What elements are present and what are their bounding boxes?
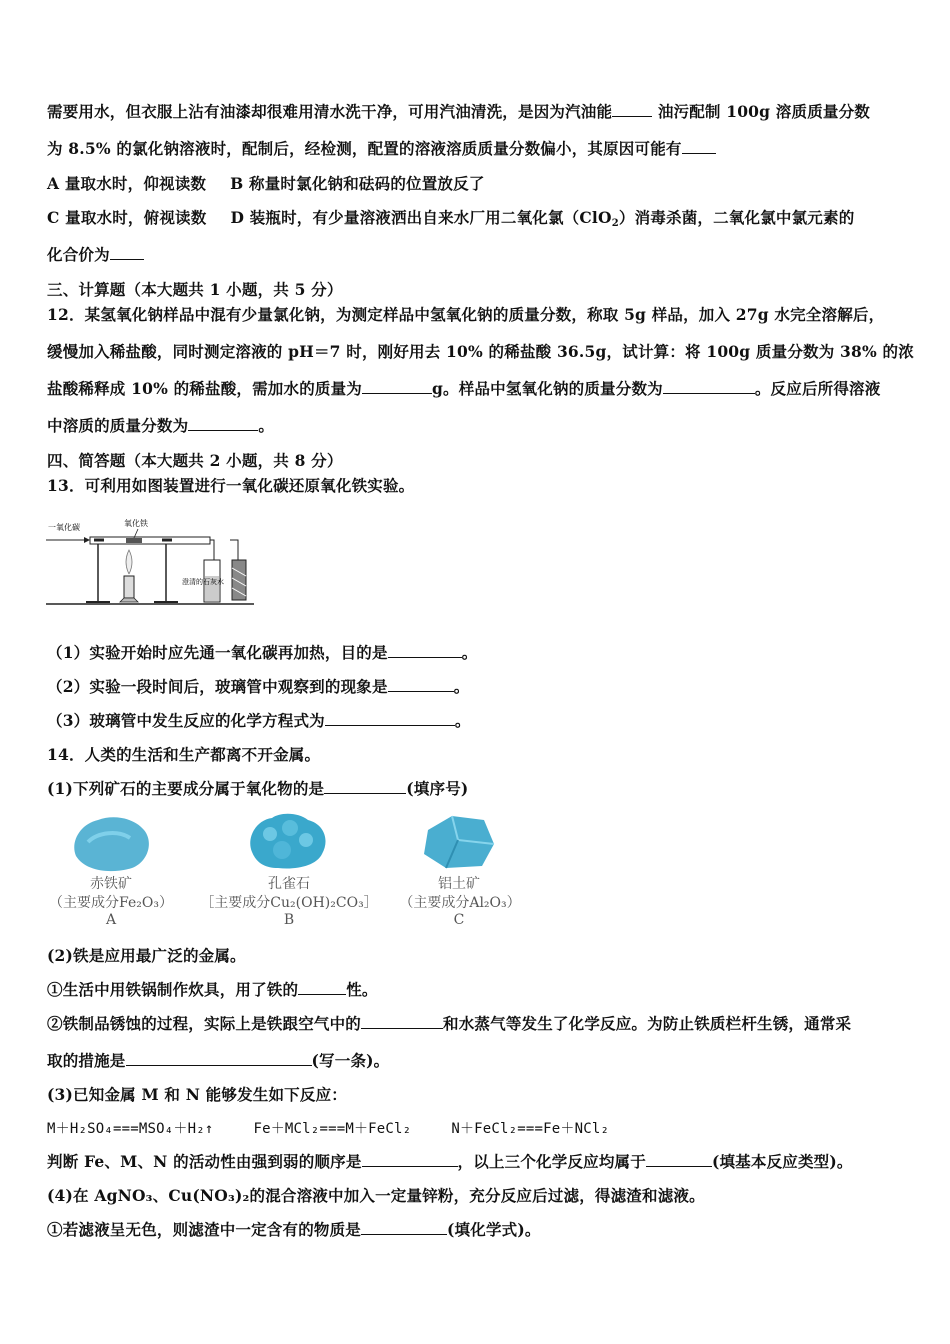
mineral-a-name: 赤铁矿: [90, 876, 132, 892]
text: g。样品中氢氧化钠的质量分数为: [432, 379, 663, 398]
text: 化合价为: [47, 245, 110, 264]
mineral-c-name: 铝土矿: [438, 876, 480, 892]
mineral-c-formula: （主要成分Al₂O₃）: [399, 895, 521, 911]
answer-blank[interactable]: [682, 139, 716, 154]
answer-blank[interactable]: [663, 379, 755, 394]
text: （1）实验开始时应先通一氧化碳再加热，目的是: [47, 643, 388, 662]
question-14-3-answer: [47, 1152, 906, 1172]
answer-blank[interactable]: [298, 980, 346, 995]
answer-blank[interactable]: [388, 677, 454, 692]
answer-blank[interactable]: [362, 1152, 458, 1167]
text: (填序号): [406, 779, 469, 798]
answer-blank[interactable]: [361, 1014, 443, 1029]
text: ①若滤液呈无色，则滤渣中一定含有的物质是: [47, 1220, 362, 1239]
mineral-a-letter: A: [105, 912, 117, 928]
co-reduction-apparatus-figure: [46, 512, 256, 608]
text: 性。: [346, 980, 378, 999]
text: 为 8.5% 的氯化钠溶液时，配制后，经检测，配置的溶液溶质质量分数偏小，其原因可能有: [47, 139, 682, 158]
answer-blank[interactable]: [361, 1220, 447, 1235]
text: 盐酸稀释成 10% 的稀盐酸，需加水的质量为: [47, 379, 362, 398]
question-13-2: [47, 677, 906, 697]
mineral-malachite-image: [246, 810, 330, 872]
text: 。: [461, 643, 478, 662]
text: 。: [258, 416, 275, 435]
question-14-4: (4)在 AgNO₃、Cu(NO₃)₂的混合溶液中加入一定量锌粉，充分反应后过滤，得滤渣和滤液。: [47, 1186, 705, 1205]
equation-1: M＋H₂SO₄===MSO₄＋H₂↑: [47, 1121, 214, 1137]
question-12-line: [47, 416, 906, 436]
equation-3: N＋FeCl₂===Fe＋NCl₂: [451, 1121, 610, 1137]
equations-line: [47, 1119, 906, 1139]
option-a: A 量取水时，仰视读数: [47, 174, 207, 193]
answer-blank[interactable]: [646, 1152, 712, 1167]
text: (写一条)。: [311, 1051, 390, 1070]
option-d: D 装瓶时，有少量溶液洒出自来水厂用二氧化氯（ClO: [230, 208, 612, 227]
question-14-1: [47, 779, 906, 799]
text: 取的措施是: [47, 1051, 126, 1070]
answer-blank[interactable]: [388, 643, 462, 658]
answer-blank[interactable]: [325, 711, 455, 726]
answer-blank[interactable]: [110, 245, 144, 260]
text-line: [47, 245, 906, 265]
text: ，以上三个化学反应均属于: [457, 1152, 646, 1171]
text: （3）玻璃管中发生反应的化学方程式为: [47, 711, 325, 730]
text: 判断 Fe、M、N 的活动性由强到弱的顺序是: [47, 1152, 362, 1171]
question-14-2-3: [47, 1051, 906, 1071]
mineral-c-letter: C: [453, 912, 465, 928]
mineral-a-formula: （主要成分Fe₂O₃）: [49, 895, 173, 911]
question-14-3: (3)已知金属 M 和 N 能够发生如下反应：: [47, 1085, 347, 1104]
mineral-bauxite-image: [418, 810, 498, 872]
question-13-1: [47, 643, 906, 663]
question-14-4-1: [47, 1220, 906, 1240]
text: 油污配制 100g 溶质质量分数: [657, 102, 870, 121]
question-14-2-1: [47, 980, 906, 1000]
question-13: 13．可利用如图装置进行一氧化碳还原氧化铁实验。: [47, 476, 415, 495]
text: ）消毒杀菌，二氧化氯中氯元素的: [618, 208, 855, 227]
answer-blank[interactable]: [362, 379, 432, 394]
mineral-b-name: 孔雀石: [268, 876, 310, 892]
text: ②铁制品锈蚀的过程，实际上是铁跟空气中的: [47, 1014, 362, 1033]
question-14-2: (2)铁是应用最广泛的金属。: [47, 946, 246, 965]
text: 。反应后所得溶液: [754, 379, 881, 398]
text: 。: [454, 711, 471, 730]
option-line: [47, 174, 906, 194]
text: ①生活中用铁锅制作炊具，用了铁的: [47, 980, 299, 999]
option-b: B 称量时氯化钠和砝码的位置放反了: [230, 174, 485, 193]
answer-blank[interactable]: [126, 1051, 312, 1066]
text: 需要用水，但衣服上沾有油漆却很难用清水洗干净，可用汽油清洗，是因为汽油能: [47, 102, 613, 121]
section-title: 三、计算题（本大题共 1 小题，共 5 分）: [47, 280, 343, 299]
text: (1)下列矿石的主要成分属于氧化物的是: [47, 779, 325, 798]
answer-blank[interactable]: [188, 416, 258, 431]
section-title: 四、简答题（本大题共 2 小题，共 8 分）: [47, 451, 343, 470]
label-fe2o3: 氧化铁: [124, 519, 148, 528]
label-lime-water: 澄清的石灰水: [182, 578, 224, 586]
mineral-b-letter: B: [283, 912, 295, 928]
answer-blank[interactable]: [324, 779, 406, 794]
question-12-line: [47, 379, 906, 399]
question-12-line: 12．某氢氧化钠样品中混有少量氯化钠，为测定样品中氢氧化钠的质量分数，称取 5g 样品，加入 27g 水完全溶解后，: [47, 305, 885, 324]
text-line: [47, 102, 906, 122]
label-co: 一氧化碳: [48, 523, 80, 532]
text: 。: [453, 677, 470, 696]
question-14: 14．人类的生活和生产都离不开金属。: [47, 745, 321, 764]
subscript: 2: [611, 218, 619, 229]
option-c: C 量取水时，俯视读数: [47, 208, 207, 227]
question-13-3: [47, 711, 906, 731]
question-14-2-2: [47, 1014, 906, 1034]
text: (填化学式)。: [447, 1220, 541, 1239]
option-line: [47, 208, 906, 234]
question-12-line: 缓慢加入稀盐酸，同时测定溶液的 pH＝7 时，刚好用去 10% 的稀盐酸 36.5g，试计算：将 100g 质量分数为 38% 的浓: [47, 342, 914, 361]
text: (填基本反应类型)。: [711, 1152, 853, 1171]
text: 和水蒸气等发生了化学反应。为防止铁质栏杆生锈，通常采: [443, 1014, 852, 1033]
mineral-b-formula: ［主要成分Cu₂(OH)₂CO₃］: [200, 895, 378, 911]
mineral-hematite-image: [68, 812, 154, 874]
text: （2）实验一段时间后，玻璃管中观察到的现象是: [47, 677, 388, 696]
text-line: [47, 139, 906, 159]
equation-2: Fe＋MCl₂===M＋FeCl₂: [253, 1121, 412, 1137]
text: 中溶质的质量分数为: [47, 416, 189, 435]
answer-blank[interactable]: [612, 102, 652, 117]
